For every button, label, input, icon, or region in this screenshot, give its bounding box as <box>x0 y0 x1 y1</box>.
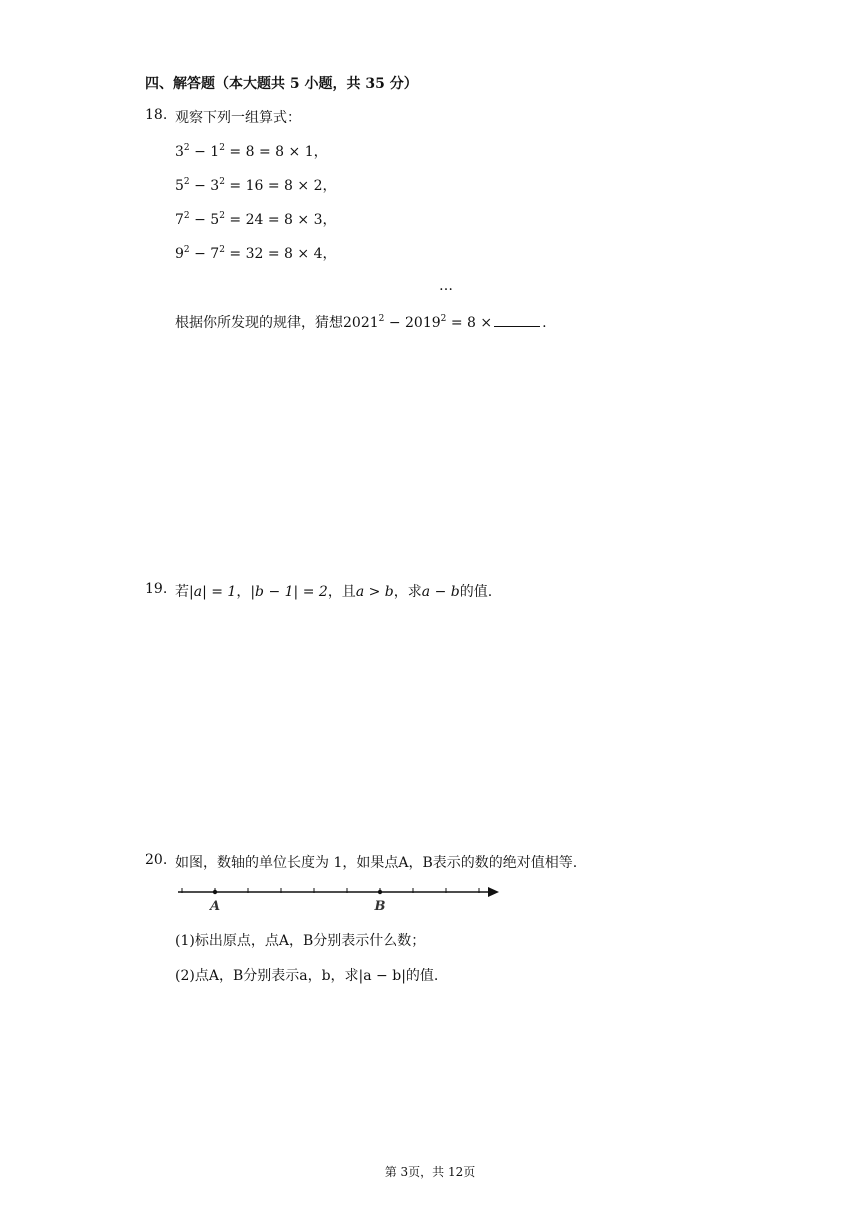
number-line-figure <box>170 880 510 916</box>
point-b-dot <box>378 890 382 894</box>
question-20-stem: 如图，数轴的单位长度为 1，如果点A，B表示的数的绝对值相等. <box>175 855 578 871</box>
question-20-part-1: (1)标出原点，点A，B分别表示什么数； <box>175 933 426 949</box>
question-19-number: 19. <box>145 581 168 597</box>
question-20-number: 20. <box>145 852 168 868</box>
number-line-arrow <box>488 887 499 897</box>
equation-2: $5^2 - 3^2 = 16 = 8 \times 2$， <box>175 177 337 194</box>
ellipsis: … <box>439 278 453 294</box>
equation-4: $9^2 - 7^2 = 32 = 8 \times 4$， <box>175 245 337 262</box>
question-20-part-2: (2)点A，B分别表示a，b，求|a − b|的值. <box>175 968 439 984</box>
question-18-stem: 观察下列一组算式： <box>175 110 301 126</box>
point-a-dot <box>213 890 217 894</box>
point-a-label: A <box>209 899 221 914</box>
question-19-text: 若|a| = 1，|b − 1| = 2，且a > b，求a − b的值. <box>175 584 493 600</box>
section-title: 四、解答题（本大题共 5 小题，共 35 分） <box>145 76 418 92</box>
page-footer: 第 3页，共 12页 <box>384 1165 476 1179</box>
equation-1: $3^2 - 1^2 = 8 = 8 \times 1$， <box>175 143 328 160</box>
answer-blank[interactable] <box>494 314 540 327</box>
question-18-prompt: 根据你所发现的规律，猜想$2021^2 - 2019^2 = 8$ × . <box>175 314 547 331</box>
equation-3: $7^2 - 5^2 = 24 = 8 \times 3$， <box>175 211 337 228</box>
point-b-label: B <box>374 899 386 914</box>
question-18-number: 18. <box>145 107 168 123</box>
